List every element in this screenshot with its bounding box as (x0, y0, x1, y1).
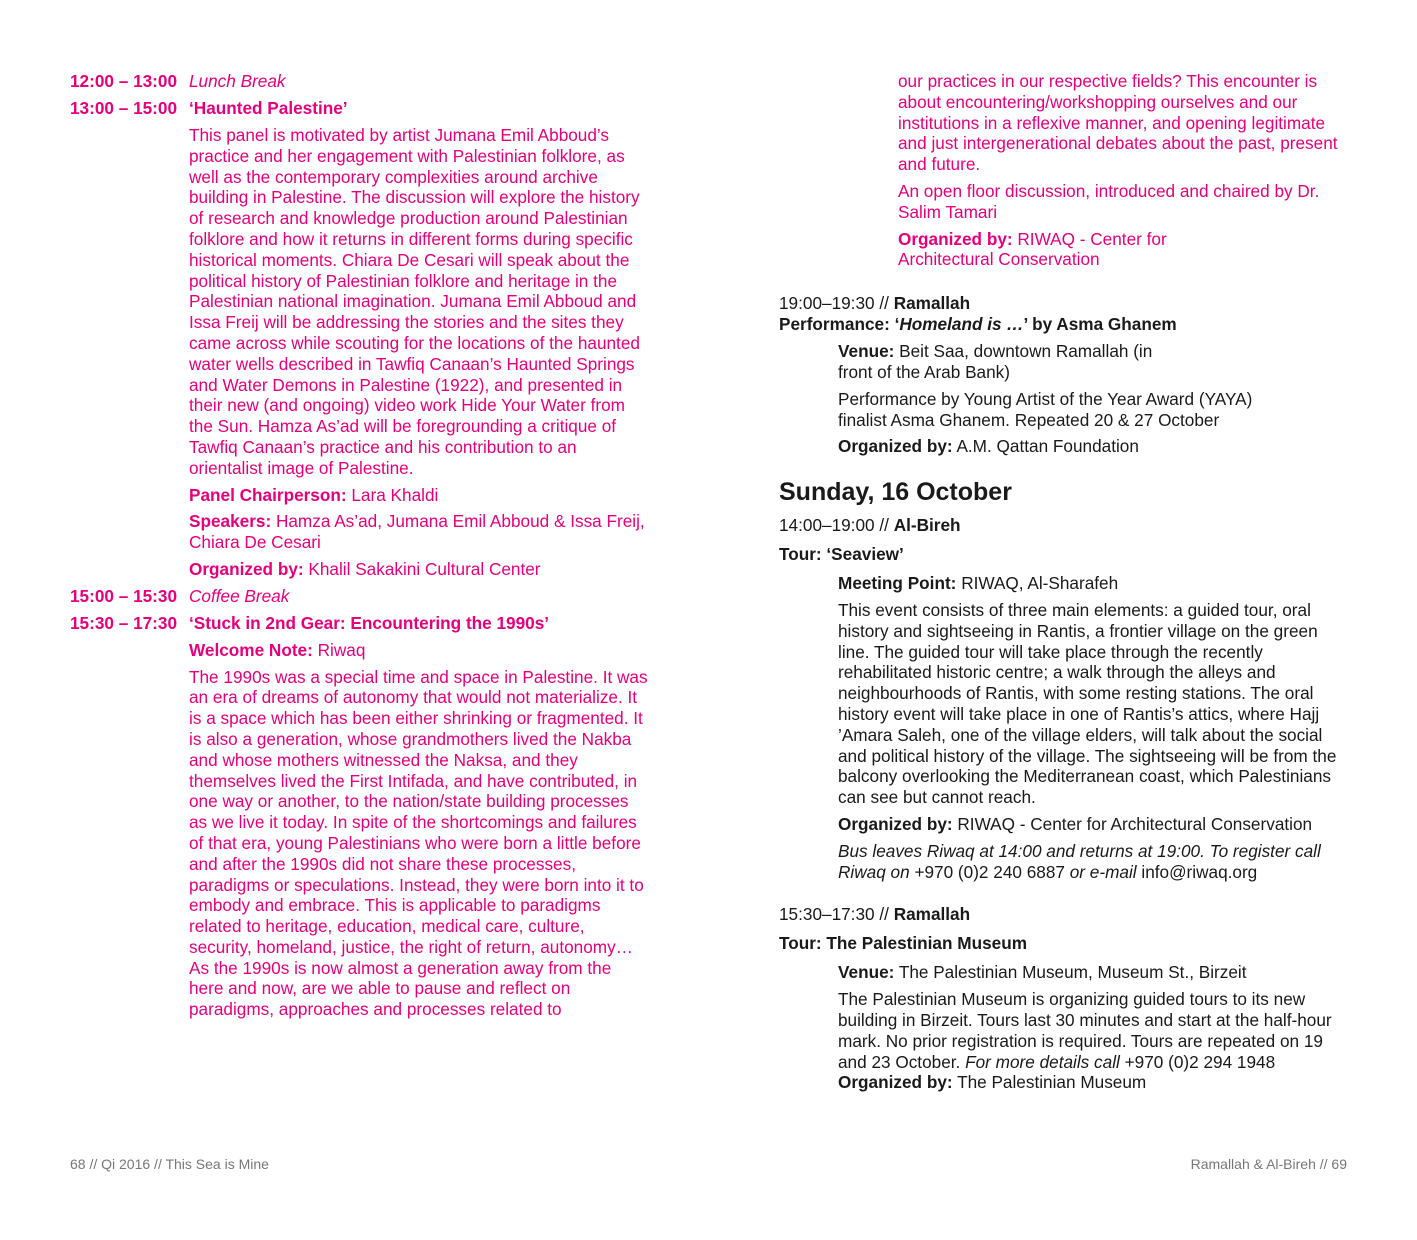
chair-label: Panel Chairperson: (189, 484, 347, 505)
performance-venue (838, 341, 1158, 383)
seaview-time-line (779, 515, 1379, 536)
haunted-organizer (189, 559, 650, 580)
performance-details (838, 341, 1298, 457)
day-heading: Sunday, 16 October (779, 478, 1012, 507)
bus-or: or e-mail (1069, 861, 1137, 882)
performance-event (779, 293, 1379, 1093)
seaview-org-label: Organized by: (838, 813, 953, 834)
footer-left: 68 // Qi 2016 // This Sea is Mine (70, 1156, 269, 1172)
seaview-organizer (838, 814, 1348, 835)
lunch-label: Lunch Break (189, 71, 286, 91)
stuck-org-value: RIWAQ - Center for Architectural Conservation (898, 228, 1167, 270)
haunted-chair (189, 485, 650, 506)
stuck-continuation (898, 71, 1338, 270)
stuck-body: The 1990s was a special time and space in Palestine. It was an era of dreams of autonomy that would not materialize. It is a space which has been either shrinking or fragmented. It is also a generation, whose grandmothers lived the Nakba and whose mothers witnessed the Naksa, and they themselves lived the First Intifada, and have contributed, in one way or another, to the nation/state building processes as we live it today. In spite of the shortcomings and failures of that era, young Palestinians who were born a little before and after the 1990s did not share these processes, paradigms or speculations. Instead, they were born into it to embody and embrace. This is applicable to paradigms related to heritage, education, medical care, culture, security, homeland, justice, the right of return, autonomy… As the 1990s is now almost a generation away from the here and now, are we able to pause and reflect on paradigms, approaches and processes related to (189, 666, 648, 1020)
haunted-org-label: Organized by: (189, 558, 304, 579)
stuck-organizer (898, 229, 1188, 271)
welcome-label: Welcome Note: (189, 639, 313, 660)
meeting-label: Meeting Point: (838, 573, 957, 594)
performance-time-line (779, 293, 1379, 314)
museum-venue-label: Venue: (838, 962, 895, 983)
coffee-break-row (70, 586, 650, 607)
haunted-details (189, 125, 650, 580)
stuck-org-label: Organized by: (898, 228, 1013, 249)
footer-right: Ramallah & Al-Bireh // 69 (1190, 1156, 1347, 1172)
seaview-org-value: RIWAQ - Center for Architectural Conservation (957, 813, 1313, 834)
welcome-value: Riwaq (317, 639, 366, 660)
perf-title-suffix: ’ by Asma Ghanem (1023, 314, 1177, 335)
lunch-break-row (70, 71, 650, 92)
coffee-time: 15:00 – 15:30 (70, 585, 178, 606)
bus-email: info@riwaq.org (1141, 861, 1258, 882)
perf-org-value: A.M. Qattan Foundation (956, 436, 1139, 457)
stuck-title: ‘Stuck in 2nd Gear: Encountering the 1990s’ (189, 612, 550, 633)
stuck-floor: An open floor discussion, introduced and chaired by Dr. Salim Tamari (898, 180, 1320, 222)
museum-body: The Palestinian Museum is organizing guided tours to its new building in Birzeit. Tours last 30 minutes and start at the half-hour mark. No prior registration is required. Tours are repeated on 19 and 23 October. (838, 989, 1332, 1072)
museum-venue-value: The Palestinian Museum, Museum St., Birzeit (898, 962, 1247, 983)
museum-title (779, 933, 1379, 954)
stuck-welcome (189, 640, 650, 661)
museum-details (838, 962, 1343, 1093)
perf-venue-value: Beit Saa, downtown Ramallah (in front of the Arab Bank) (838, 341, 1153, 382)
museum-time: 15:30–17:30 // (779, 904, 889, 925)
seaview-body: This event consists of three main elements: a guided tour, oral history and sightseeing in Rantis, a frontier village on the green line. The guided tour will take place through the recently rehabilitated historic centre; a walk through the alleys and neighbourhoods of Rantis, with some resting stations. The oral history event will take place in one of Rantis’s attics, where Hajj ’Amara Saleh, one of the village elders, will talk about the social and political history of the village. The sightseeing will be from the balcony overlooking the Mediterranean coast, which Palestinians can see but cannot reach. (838, 599, 1337, 808)
seaview-place: Al-Bireh (893, 515, 961, 536)
museum-venue (838, 962, 1343, 983)
perf-title-italic: Homeland is … (899, 314, 1024, 335)
perf-title-prefix: Performance: ‘ (779, 314, 900, 335)
stuck-time: 15:30 – 17:30 (70, 612, 178, 633)
haunted-org-value: Khalil Sakakini Cultural Center (308, 558, 541, 579)
stuck-details (189, 640, 650, 1020)
museum-time-line (779, 904, 1379, 925)
speakers-label: Speakers: (189, 511, 272, 532)
performance-title (779, 314, 1379, 335)
museum-phone: +970 (0)2 294 1948 (1124, 1051, 1276, 1072)
performance-time: 19:00–19:30 // (779, 293, 889, 314)
stuck-row (70, 613, 650, 634)
chair-value: Lara Khaldi (351, 484, 439, 505)
speakers-value: Hamza As’ad, Jumana Emil Abboud & Issa Freij, Chiara De Cesari (189, 511, 645, 553)
haunted-time: 13:00 – 15:00 (70, 98, 178, 118)
perf-venue-label: Venue: (838, 341, 895, 362)
museum-organizer (838, 1072, 1343, 1093)
museum-body-para (838, 989, 1343, 1072)
meeting-value: RIWAQ, Al-Sharafeh (961, 573, 1119, 594)
bus-phone: +970 (0)2 240 6887 (914, 861, 1065, 882)
performance-place: Ramallah (893, 293, 971, 314)
haunted-body: This panel is motivated by artist Jumana Emil Abboud’s practice and her engagement with Palestinian folklore, as well as the contemporary complexities around archive building in Palestine. The discussion will explore the history of research and knowledge production around Palestinian folklore and how it returns in different forms during specific historical moments. Chiara De Cesari will speak about the political history of Palestinian folklore and heritage in the Palestinian national imagination. Jumana Emil Abboud and Issa Freij will be addressing the stories and the sites they came across while scouting for the locations of the haunted water wells described in Tawfiq Canaan’s Haunted Springs and Water Demons in Palestine (1922), and presented in their new (and ongoing) video work Hide Your Water from the Sun. Hamza As’ad will be foregrounding a critique of Tawfiq Canaan’s practice and his contribution to an orientalist image of Palestine. (189, 125, 640, 478)
museum-org-label: Organized by: (838, 1072, 953, 1093)
perf-org-label: Organized by: (838, 436, 953, 457)
museum-title-text: Tour: The Palestinian Museum (779, 933, 1027, 954)
seaview-details (838, 573, 1348, 882)
haunted-speakers (189, 511, 650, 553)
haunted-title: ‘Haunted Palestine’ (189, 98, 348, 118)
seaview-bus-info (838, 841, 1328, 883)
left-page (70, 71, 650, 1026)
coffee-label: Coffee Break (189, 585, 290, 606)
museum-place: Ramallah (893, 904, 971, 925)
haunted-row (70, 98, 650, 119)
museum-details-italic: For more details call (965, 1051, 1120, 1072)
seaview-title-text: Tour: ‘Seaview’ (779, 544, 904, 565)
seaview-meeting (838, 573, 1348, 594)
right-page (779, 71, 1379, 1099)
bus-italic: Bus leaves Riwaq at 14:00 and returns at 19:00. To register call Riwaq on (838, 840, 1321, 882)
performance-body: Performance by Young Artist of the Year Award (YAYA) finalist Asma Ghanem. Repeated 20 & 27 October (838, 388, 1253, 430)
seaview-title (779, 544, 1379, 565)
stuck-cont-body: our practices in our respective fields? This encounter is about encountering/workshopping ourselves and our institutions in a reflexive manner, and opening legitimate and just intergenerational debates about the past, present and future. (898, 71, 1338, 175)
museum-org-value: The Palestinian Museum (957, 1072, 1147, 1093)
lunch-time: 12:00 – 13:00 (70, 71, 178, 91)
seaview-time: 14:00–19:00 // (779, 515, 889, 536)
performance-organizer (838, 436, 1298, 457)
